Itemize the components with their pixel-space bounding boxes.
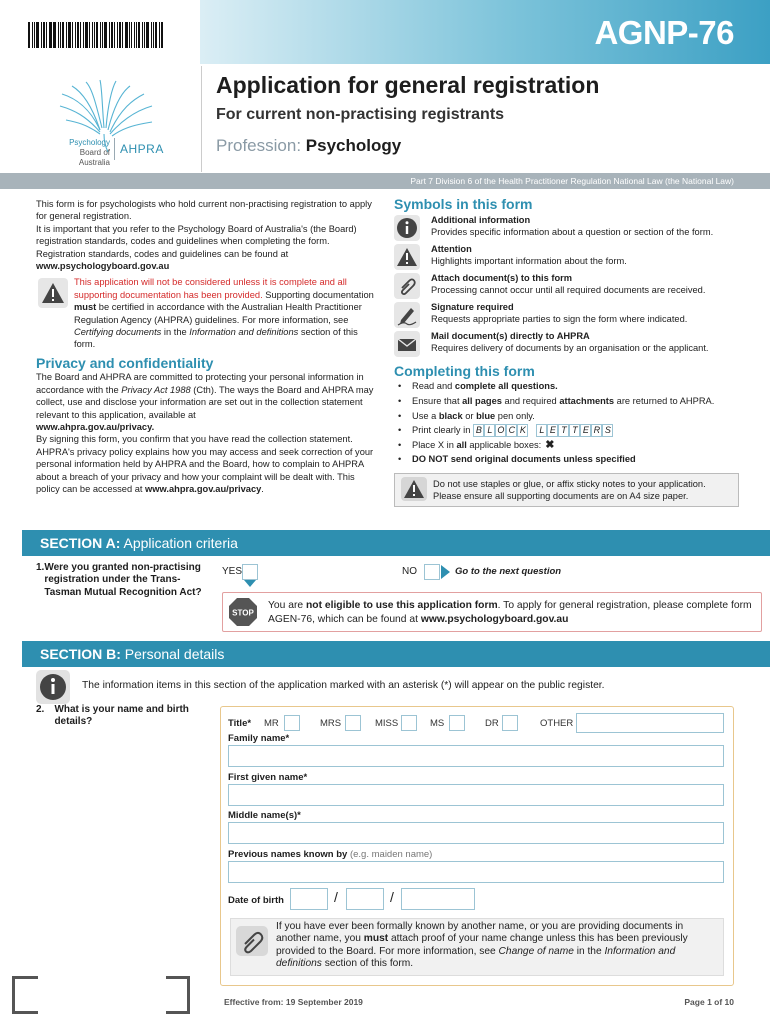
name-change-text: If you have ever been formally known by another name, or you are providing documents in another name, you must attach proof of your name change unless this has been previously provided to the Board. For more information, see Change of name in the Information and definitions section of this form. <box>276 921 688 970</box>
previous-names-label: Previous names known by (e.g. maiden name) <box>228 849 433 860</box>
block-letter: E <box>580 424 591 437</box>
psychology-board-link[interactable]: www.psychologyboard.gov.au <box>36 261 170 272</box>
list-item: • Read and complete all questions. <box>394 379 744 394</box>
title-option-ms: MS <box>430 718 445 729</box>
symbol-attach: Attach document(s) to this form Processing cannot occur until all required documents are received. <box>394 272 744 301</box>
first-name-input[interactable] <box>228 784 724 806</box>
dob-month-input[interactable] <box>346 888 384 910</box>
block-letter: T <box>558 424 569 437</box>
psychology-board-logo <box>30 78 190 168</box>
stop-notice-text: You are not eligible to use this application form. To apply for general registration, please complete form AGEN-76, which can be found at www.psychologyboard.gov.au <box>268 600 752 625</box>
stop-icon <box>228 597 258 627</box>
block-letter: C <box>506 424 517 437</box>
no-checkbox[interactable] <box>424 564 440 580</box>
privacy-paragraph-2: By signing this form, you confirm that you have read the collection statement. AHPRA's privacy policy explains how you may access and seek correction of your personal information held by AHPRA and the Board, how to complain to AHPRA about a breach of your privacy and how your complaint will be dealt with. This policy can be accessed at www.ahpra.gov.au/privacy. <box>36 434 374 494</box>
page-number: Page 1 of 10 <box>684 997 734 1007</box>
title-other-input[interactable] <box>576 713 724 733</box>
profession-label: Profession: <box>216 136 302 155</box>
info-icon <box>36 670 70 704</box>
privacy-policy-link[interactable]: www.ahpra.gov.au/privacy <box>145 483 262 494</box>
attention-red-text: This application will not be considered unless it is complete and all supporting documentation has been provided. <box>74 277 347 300</box>
attention-icon <box>394 244 420 273</box>
symbols-heading: Symbols in this form <box>394 196 533 212</box>
list-item: • DO NOT send original documents unless specified <box>394 452 744 467</box>
header-divider <box>201 66 202 172</box>
question-2: 2. What is your name and birth details? <box>36 704 216 729</box>
privacy-heading: Privacy and confidentiality <box>36 354 214 371</box>
title-label: Title* <box>228 718 252 729</box>
miss-checkbox[interactable] <box>401 715 417 731</box>
symbol-attention: Attention Highlights important information about the form. <box>394 243 744 272</box>
crop-mark-right <box>166 976 190 1014</box>
go-to-next-question: Go to the next question <box>455 566 562 577</box>
page-title: Application for general registration <box>216 72 600 98</box>
ms-checkbox[interactable] <box>449 715 465 731</box>
crop-mark-left <box>12 976 38 1014</box>
logo-board-line1: Psychology <box>69 138 110 147</box>
page-subtitle: For current non-practising registrants <box>216 106 505 123</box>
title-option-mr: MR <box>264 718 279 729</box>
svg-text:STOP: STOP <box>232 608 254 618</box>
attention-icon <box>401 477 427 504</box>
completing-list <box>394 379 744 467</box>
x-mark-icon: ✖ <box>545 439 555 452</box>
family-name-input[interactable] <box>228 745 724 767</box>
law-reference-bar: Part 7 Division 6 of the Health Practitioner Regulation National Law (the National Law) <box>0 173 770 189</box>
privacy-link[interactable]: www.ahpra.gov.au/privacy <box>36 421 152 432</box>
dob-separator: / <box>390 889 394 905</box>
block-letter: K <box>517 424 528 437</box>
attention-notice: This application will not be considered unless it is complete and all supporting documentation has been provided. Supporting documentation must be certified in accordance with the Australian Health Practitioner Regulation Agency (AHPRA) guidelines. For more information, see Certifying documents in the Information and definitions section of this form. <box>36 276 376 350</box>
block-letter: R <box>591 424 602 437</box>
profession-line <box>216 136 401 156</box>
question-1: 1. Were you granted non-practising registration under the Trans-Tasman Mutual Recognition Act? <box>36 562 216 599</box>
dr-checkbox[interactable] <box>502 715 518 731</box>
block-letter: S <box>602 424 613 437</box>
block-letter: O <box>497 425 505 436</box>
mrs-checkbox[interactable] <box>345 715 361 731</box>
info-icon <box>394 215 420 244</box>
mail-icon <box>394 331 420 360</box>
symbol-info: Additional information Provides specific information about a question or section of the form. <box>394 214 744 243</box>
middle-name-label: Middle name(s)* <box>228 810 301 821</box>
previous-names-input[interactable] <box>228 861 724 883</box>
symbol-signature: Signature required Requests appropriate parties to sign the form where indicated. <box>394 301 744 330</box>
block-letter <box>528 424 536 437</box>
list-item: • Print clearly in B L O C K L E T T E R S <box>394 423 744 438</box>
block-letter: B <box>473 424 484 437</box>
paperclip-icon <box>236 926 268 956</box>
dob-day-input[interactable] <box>290 888 328 910</box>
family-name-label: Family name* <box>228 733 290 744</box>
first-name-label: First given name* <box>228 772 308 783</box>
title-option-mrs: MRS <box>320 718 342 729</box>
symbols-column <box>394 198 744 507</box>
logo-agency: AHPRA <box>120 142 164 156</box>
staple-notice: Do not use staples or glue, or affix sticky notes to your application. Please ensure all supporting documents are on A4 size paper. <box>394 473 739 507</box>
yes-label: YES <box>222 566 243 577</box>
attention-icon <box>38 278 68 311</box>
intro-paragraph-1: This form is for psychologists who hold current non-practising registration to apply for general registration. <box>36 199 372 222</box>
privacy-paragraph-1: The Board and AHPRA are committed to protecting your personal information in accordance with the Privacy Act 1988 (Cth). The ways the Board and AHPRA may collect, use and disclose your information are set out in the collection statement relevant to this application, available at www.ahpra.gov.au/privacy. <box>36 372 374 432</box>
intro-paragraph-2: It is important that you refer to the Psychology Board of Australia's (the Board) registration standards, codes and guidelines when completing the form. Registration standards, codes and guidelines can be found at www.psychologyboard.gov.au <box>36 223 357 272</box>
dob-label: Date of birth <box>228 895 284 906</box>
list-item: • Place X in all applicable boxes: ✖ <box>394 438 744 453</box>
title-option-miss: MISS <box>375 718 399 729</box>
completing-heading: Completing this form <box>394 363 535 380</box>
paperclip-icon <box>394 273 420 302</box>
question-2-text: What is your name and birth details? <box>54 704 189 728</box>
mr-checkbox[interactable] <box>284 715 300 731</box>
symbol-mail: Mail document(s) directly to AHPRA Requires delivery of documents by an organisation or the applicant. <box>394 330 744 359</box>
title-option-dr: DR <box>485 718 499 729</box>
arrow-down-icon <box>242 580 258 588</box>
logo-wing-icon <box>30 78 190 170</box>
logo-board-line2: Board of Australia <box>78 148 110 167</box>
block-letter: L <box>536 424 547 437</box>
block-letters-example <box>473 424 613 437</box>
list-item: • Use a black or blue pen only. <box>394 409 744 424</box>
form-code: AGNP-76 <box>594 14 734 51</box>
no-label: NO <box>402 566 417 577</box>
section-a-header: SECTION A: Application criteria <box>22 530 770 556</box>
arrow-right-icon <box>441 565 451 579</box>
section-b-header: SECTION B: Personal details <box>22 641 770 667</box>
block-letter: E <box>547 424 558 437</box>
effective-date: Effective from: 19 September 2019 <box>224 997 363 1007</box>
block-letter: T <box>569 424 580 437</box>
barcode <box>28 22 164 48</box>
intro-column <box>36 198 376 495</box>
signature-icon <box>394 302 420 331</box>
dob-separator: / <box>334 889 338 905</box>
list-item: • Ensure that all pages and required attachments are returned to AHPRA. <box>394 394 744 409</box>
profession-value: Psychology <box>305 136 402 155</box>
title-option-other: OTHER <box>540 718 574 729</box>
public-register-info: The information items in this section of the application marked with an asterisk (*) will appear on the public register. <box>82 680 605 691</box>
block-letter: L <box>484 424 495 437</box>
agen-form-link[interactable]: www.psychologyboard.gov.au <box>420 613 569 625</box>
yes-checkbox[interactable] <box>242 564 258 588</box>
question-1-text: Were you granted non-practising registration under the Trans-Tasman Mutual Recognition Act? <box>44 562 202 598</box>
middle-name-input[interactable] <box>228 822 724 844</box>
dob-year-input[interactable] <box>401 888 475 910</box>
